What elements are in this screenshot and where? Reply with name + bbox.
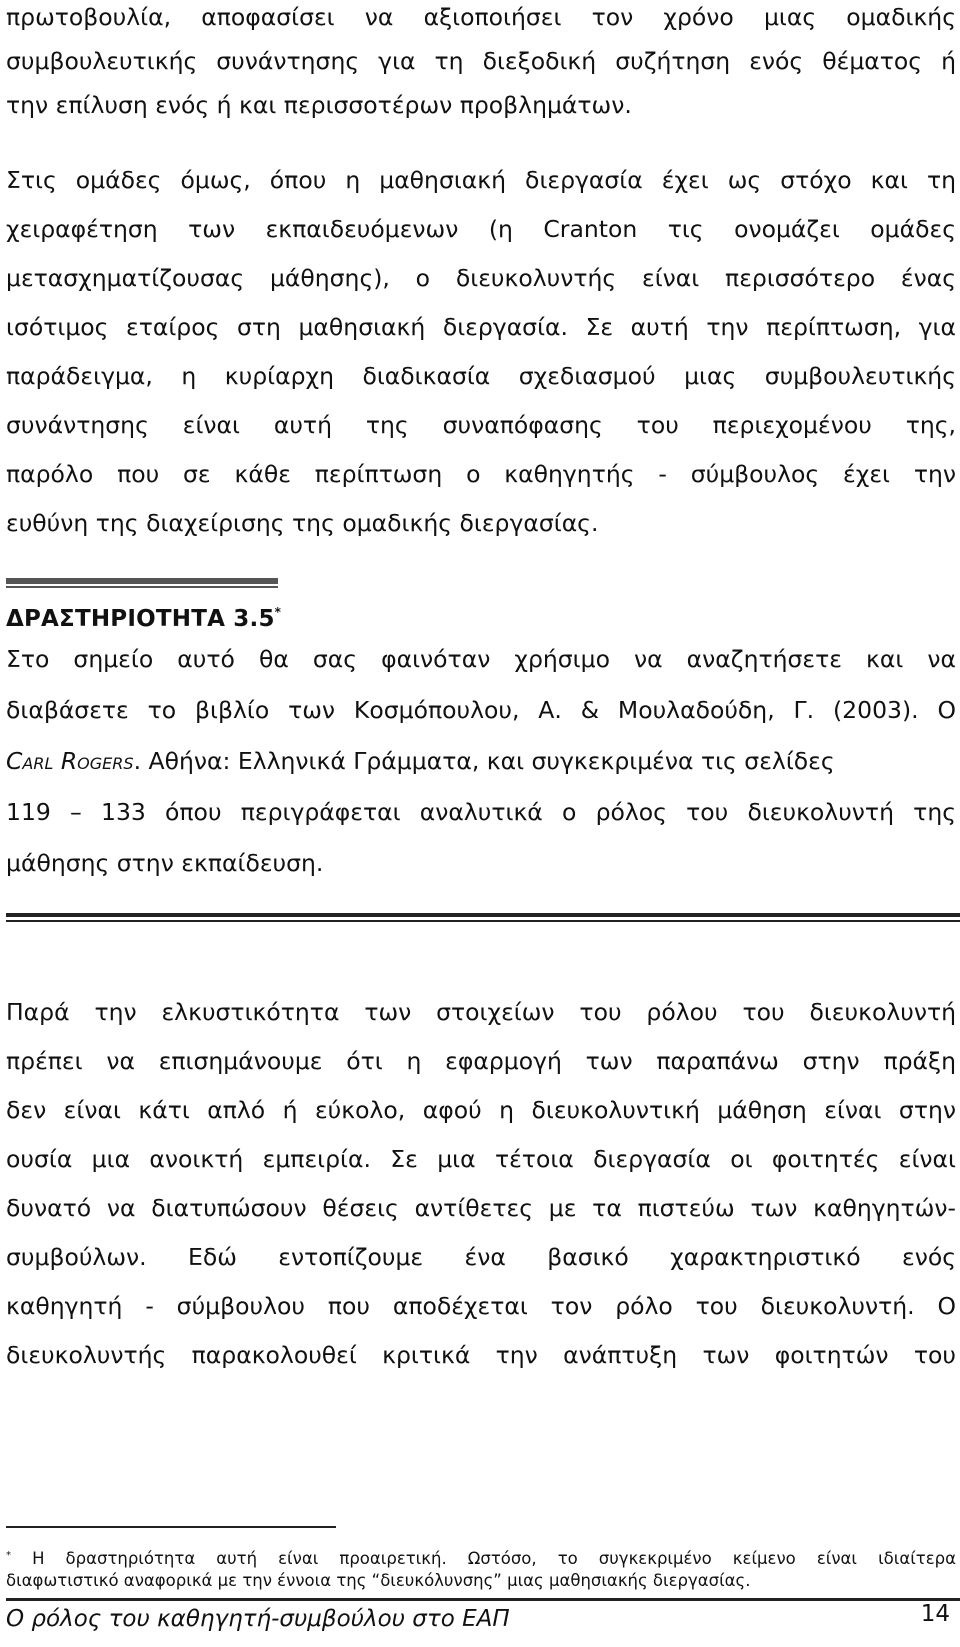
- paragraph-1-line: συμβουλευτικής συνάντησης για τη διεξοδική συζήτηση ενός θέματος ή: [6, 47, 956, 75]
- paragraph-3-line: Παρά την ελκυστικότητα των στοιχείων του ρόλου του διευκολυντή: [6, 998, 956, 1026]
- activity-heading-text: ΔΡΑΣΤΗΡΙΟΤΗΤΑ 3.5: [6, 606, 275, 632]
- footer-rule: [6, 1598, 960, 1601]
- paragraph-3-line: καθηγητή - σύμβουλου που αποδέχεται τον ρόλο του διευκολυντή. Ο: [6, 1292, 956, 1320]
- activity-bottom-rule: [6, 913, 960, 917]
- paragraph-1-line: πρωτοβουλία, αποφασίσει να αξιοποιήσει τον χρόνο μιας ομαδικής: [6, 3, 956, 31]
- paragraph-1-line: την επίλυση ενός ή και περισσοτέρων προβλημάτων.: [6, 91, 632, 119]
- paragraph-3-line: δεν είναι κάτι απλό ή εύκολο, αφού η διευκολυντική μάθηση είναι στην: [6, 1096, 956, 1124]
- activity-line-rest: . Αθήνα: Ελληνικά Γράμματα, και συγκεκριμένα τις σελίδες: [133, 747, 835, 775]
- footer-title: Ο ρόλος του καθηγητή-συμβούλου στο ΕΑΠ: [6, 1606, 510, 1632]
- footnote-marker: *: [274, 605, 282, 619]
- footnote-rule: [6, 1526, 336, 1528]
- paragraph-3-line: δυνατό να διατυπώσουν θέσεις αντίθετες με τα πιστεύω των καθηγητών-: [6, 1194, 956, 1222]
- book-title: Carl Rogers: [6, 747, 134, 775]
- paragraph-2-line: ευθύνη της διαχείρισης της ομαδικής διεργασίας.: [6, 509, 599, 537]
- activity-line: [6, 746, 956, 776]
- activity-bottom-rule-thin: [6, 920, 960, 922]
- paragraph-2-line: παράδειγμα, η κυρίαρχη διαδικασία σχεδιασμού μιας συμβουλευτικής: [6, 362, 956, 390]
- paragraph-3-line: ουσία μια ανοικτή εμπειρία. Σε μια τέτοια διεργασία οι φοιτητές είναι: [6, 1145, 956, 1173]
- activity-line: Στο σημείο αυτό θα σας φαινόταν χρήσιμο να αναζητήσετε και να: [6, 645, 956, 673]
- paragraph-3-line: συμβούλων. Εδώ εντοπίζουμε ένα βασικό χαρακτηριστικό ενός: [6, 1243, 956, 1271]
- paragraph-3-line: πρέπει να επισημάνουμε ότι η εφαρμογή των παραπάνω στην πράξη: [6, 1047, 956, 1075]
- footnote-text: Η δραστηριότητα αυτή είναι προαιρετική. Ωστόσο, το συγκεκριμένο κείμενο είναι ιδιαίτερα: [11, 1549, 956, 1568]
- footnote-line: [6, 1545, 956, 1570]
- paragraph-2-line: συνάντησης είναι αυτή της συναπόφασης του περιεχομένου της,: [6, 411, 956, 439]
- activity-line: 119 – 133 όπου περιγράφεται αναλυτικά ο ρόλος του διευκολυντή της: [6, 798, 956, 826]
- paragraph-3-line: διευκολυντής παρακολουθεί κριτικά την ανάπτυξη των φοιτητών του: [6, 1341, 956, 1369]
- paragraph-2-line: ισότιμος εταίρος στη μαθησιακή διεργασία. Σε αυτή την περίπτωση, για: [6, 313, 956, 341]
- paragraph-2-line: χειραφέτηση των εκπαιδευόμενων (η Cranton τις ονομάζει ομάδες: [6, 215, 956, 243]
- footnote-line: διαφωτιστικό αναφορικά με την έννοια της “διευκόλυνσης” μιας μαθησιακής διεργασίας.: [6, 1571, 751, 1590]
- activity-heading: [6, 597, 281, 634]
- paragraph-2-line: μετασχηματίζουσας μάθησης), ο διευκολυντής είναι περισσότερο ένας: [6, 264, 956, 292]
- paragraph-2-line: Στις ομάδες όμως, όπου η μαθησιακή διεργασία έχει ως στόχο και τη: [6, 166, 956, 194]
- paragraph-2-line: παρόλο που σε κάθε περίπτωση ο καθηγητής - σύμβουλος έχει την: [6, 460, 956, 488]
- activity-line: μάθησης στην εκπαίδευση.: [6, 849, 324, 877]
- activity-line: διαβάσετε το βιβλίο των Κοσμόπουλου, Α. & Μουλαδούδη, Γ. (2003). Ο: [6, 696, 956, 724]
- activity-top-rule: [6, 578, 278, 584]
- page-number: 14: [920, 1601, 950, 1627]
- activity-top-rule-thin: [6, 586, 278, 588]
- footnote-marker: *: [6, 1550, 11, 1561]
